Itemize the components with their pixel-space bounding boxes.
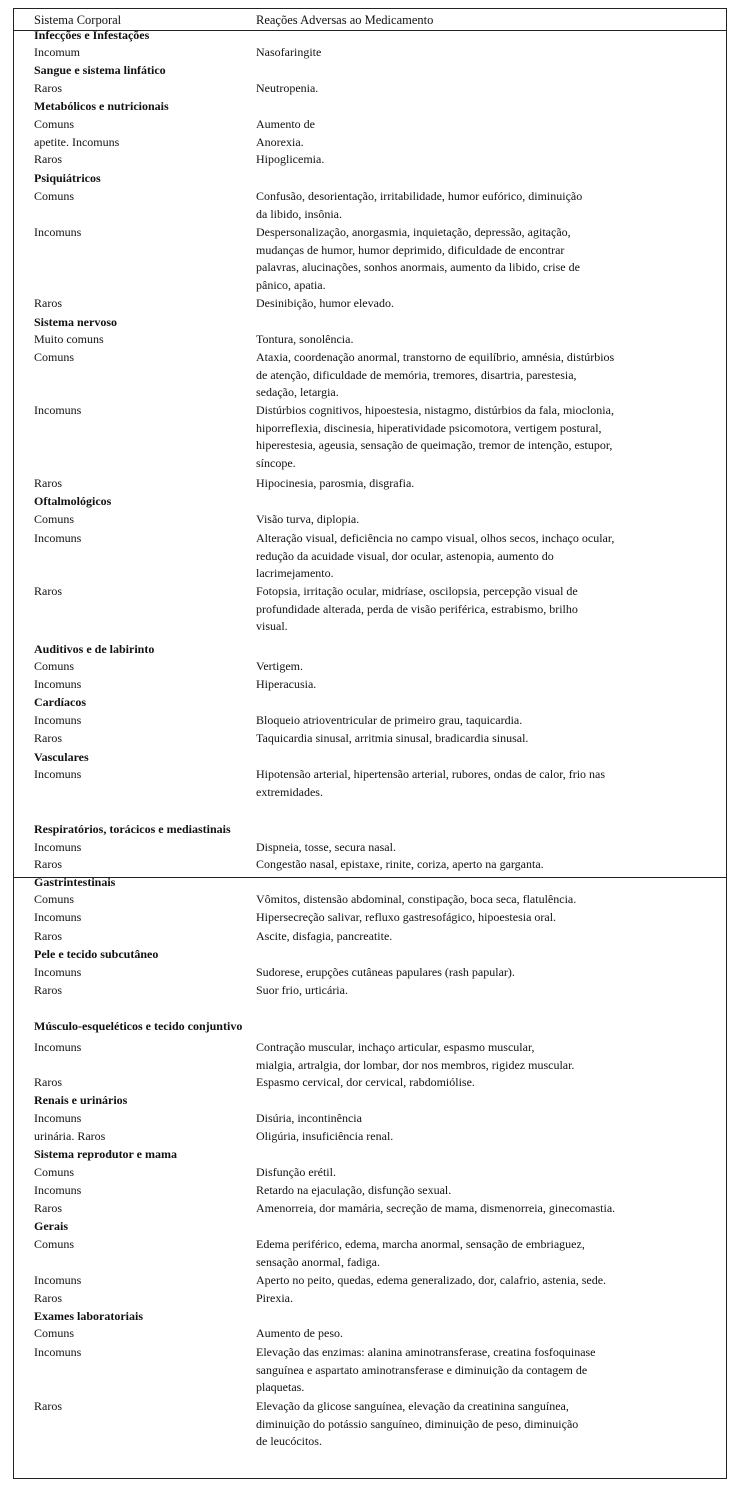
frequency-label: Raros (34, 1075, 62, 1089)
frequency-label: Comuns (34, 659, 75, 673)
adverse-reactions-cell (256, 1164, 706, 1182)
category-heading: Cardíacos (34, 695, 86, 709)
adverse-reactions-cell (256, 530, 706, 583)
reaction-text-line: Espasmo cervical, dor cervical, rabdomiólise. (256, 1075, 475, 1089)
reaction-text-line: Visão turva, diplopia. (256, 512, 360, 526)
adverse-reactions-cell (256, 730, 706, 748)
adverse-reactions-cell (256, 402, 706, 472)
reaction-text-line: Bloqueio atrioventricular de primeiro grau, taquicardia. (256, 713, 523, 727)
frequency-label: Raros (34, 1291, 62, 1305)
reaction-text-line: de leucócitos. (256, 1434, 322, 1448)
adverse-reactions-cell (256, 1344, 706, 1397)
reaction-text-line: Congestão nasal, epistaxe, rinite, coriza, aperto na garganta. (256, 857, 544, 871)
reaction-text-line: diminuição do potássio sanguíneo, diminuição de peso, diminuição (256, 1416, 579, 1431)
frequency-label: Comuns (34, 350, 75, 364)
frequency-label: Incomuns (34, 403, 82, 417)
adverse-reactions-cell (256, 909, 706, 927)
category-heading: Pele e tecido subcutâneo (34, 947, 159, 961)
reaction-text-line: Edema periférico, edema, marcha anormal, sensação de embriaguez, (256, 1237, 585, 1251)
adverse-reactions-cell (256, 964, 706, 982)
adverse-reactions-cell (256, 982, 706, 1000)
category-heading: Metabólicos e nutricionais (34, 99, 169, 113)
reaction-text-line: sensação anormal, fadiga. (256, 1254, 380, 1269)
adverse-reactions-cell (256, 891, 706, 909)
adverse-reactions-cell (256, 151, 706, 169)
adverse-reactions-cell (256, 1398, 706, 1451)
frequency-label: Incomuns (34, 1345, 82, 1359)
reaction-text-line: Confusão, desorientação, irritabilidade, humor eufórico, diminuição (256, 189, 583, 203)
category-heading: Oftalmológicos (34, 494, 112, 508)
adverse-reactions-cell (256, 1110, 706, 1128)
adverse-reactions-cell (256, 1325, 706, 1343)
reaction-text-line: Hiperacusia. (256, 677, 317, 691)
reaction-text-line: Nasofaringite (256, 45, 322, 59)
frequency-label: Incomuns (34, 965, 82, 979)
adverse-reactions-cell (256, 1290, 706, 1308)
reaction-text-line: visual. (256, 619, 288, 633)
frequency-label: Incomuns (34, 1183, 82, 1197)
frequency-label: Raros (34, 296, 62, 310)
adverse-reactions-cell (256, 80, 706, 98)
adverse-reactions-cell (256, 349, 706, 402)
adverse-reactions-cell (256, 856, 706, 874)
category-heading: Sistema nervoso (34, 315, 117, 329)
category-heading: Sangue e sistema linfático (34, 63, 166, 77)
reaction-text-line: Vômitos, distensão abdominal, constipação, boca seca, flatulência. (256, 892, 577, 906)
reaction-text-line: Hipotensão arterial, hipertensão arterial, rubores, ondas de calor, frio nas (256, 767, 606, 781)
reaction-text-line: Disúria, incontinência (256, 1111, 362, 1125)
category-heading: Psiquiátricos (34, 171, 101, 185)
reaction-text-line: Disfunção erétil. (256, 1165, 336, 1179)
frequency-label: Incomuns (34, 1111, 82, 1125)
adverse-reactions-cell (256, 1128, 706, 1146)
reaction-text-line: profundidade alterada, perda de visão periférica, estrabismo, brilho (256, 601, 578, 616)
frequency-label: Incomuns (34, 767, 82, 781)
category-heading: Infecções e Infestações (34, 28, 150, 42)
reaction-text-line: Ascite, disfagia, pancreatite. (256, 929, 393, 943)
reaction-text-line: Hipoglicemia. (256, 152, 325, 166)
adverse-reactions-cell (256, 44, 706, 62)
reaction-text-line: Amenorreia, dor mamária, secreção de mama, dismenorreia, ginecomastia. (256, 1201, 616, 1215)
reaction-text-line: Contração muscular, inchaço articular, espasmo muscular, (256, 1040, 535, 1054)
frequency-label: Incomuns (34, 677, 82, 691)
reaction-text-line: Hipersecreção salivar, refluxo gastresofágico, hipoestesia oral. (256, 910, 557, 924)
reaction-text-line: mialgia, artralgia, dor lombar, dor nos membros, rigidez muscular. (256, 1057, 575, 1072)
reaction-text-line: de atenção, dificuldade de memória, tremores, disartria, parestesia, (256, 367, 577, 382)
adverse-reactions-cell (256, 676, 706, 694)
reaction-text-line: Hipocinesia, parosmia, disgrafia. (256, 476, 415, 490)
reaction-text-line: pânico, apatia. (256, 277, 326, 292)
frequency-label: Muito comuns (34, 332, 104, 346)
adverse-reactions-cell (256, 1272, 706, 1290)
category-heading: Renais e urinários (34, 1093, 128, 1107)
frequency-label: Incomuns (34, 1273, 82, 1287)
frequency-label: Incomuns (34, 531, 82, 545)
reaction-text-line: Oligúria, insuficiência renal. (256, 1129, 394, 1143)
section-divider (13, 877, 727, 878)
reaction-text-line: Anorexia. (256, 135, 304, 149)
adverse-reactions-cell (256, 583, 706, 636)
frequency-label: Raros (34, 1201, 62, 1215)
reaction-text-line: Distúrbios cognitivos, hipoestesia, nistagmo, distúrbios da fala, mioclonia, (256, 403, 614, 417)
reaction-text-line: Elevação da glicose sanguínea, elevação da creatinina sanguínea, (256, 1399, 569, 1413)
reaction-text-line: Taquicardia sinusal, arritmia sinusal, bradicardia sinusal. (256, 731, 529, 745)
frequency-label: Comuns (34, 117, 75, 131)
frequency-label: Raros (34, 81, 62, 95)
reaction-text-line: da libido, insônia. (256, 206, 342, 221)
adverse-reactions-cell (256, 712, 706, 730)
reaction-text-line: Dispneia, tosse, secura nasal. (256, 840, 396, 854)
frequency-label: Comuns (34, 1326, 75, 1340)
reaction-text-line: sanguínea e aspartato aminotransferase e diminuição da contagem de (256, 1362, 588, 1377)
reaction-text-line: Sudorese, erupções cutâneas papulares (rash papular). (256, 965, 515, 979)
reaction-text-line: extremidades. (256, 784, 323, 799)
adverse-reactions-cell (256, 839, 706, 857)
adverse-reactions-cell (256, 295, 706, 313)
reaction-text-line: Aumento de peso. (256, 1326, 343, 1340)
adverse-reactions-cell (256, 224, 706, 294)
adverse-reactions-cell (256, 511, 706, 529)
reaction-text-line: Alteração visual, deficiência no campo visual, olhos secos, inchaço ocular, (256, 531, 615, 545)
header-col-body-system: Sistema Corporal (34, 13, 122, 27)
adverse-reactions-cell (256, 1236, 706, 1271)
adverse-reactions-cell (256, 658, 706, 676)
reaction-text-line: Fotopsia, irritação ocular, midríase, oscilopsia, percepção visual de (256, 584, 578, 598)
adverse-reactions-cell (256, 1182, 706, 1200)
frequency-label: Raros (34, 1399, 62, 1413)
frequency-label: Raros (34, 584, 62, 598)
reaction-text-line: Ataxia, coordenação anormal, transtorno de equilíbrio, amnésia, distúrbios (256, 350, 615, 364)
frequency-label: Comuns (34, 189, 75, 203)
category-heading: Respiratórios, torácicos e mediastinais (34, 822, 231, 836)
adverse-reactions-cell (256, 475, 706, 493)
frequency-label: Incomum (34, 45, 80, 59)
category-heading: Exames laboratoriais (34, 1309, 143, 1323)
category-heading: Músculo-esqueléticos e tecido conjuntivo (34, 1019, 243, 1033)
reaction-text-line: Aumento de (256, 117, 315, 131)
adverse-reactions-cell (256, 1200, 706, 1218)
adverse-reactions-cell (256, 188, 706, 223)
adverse-reactions-cell (256, 331, 706, 349)
reaction-text-line: Aperto no peito, quedas, edema generalizado, dor, calafrio, astenia, sede. (256, 1273, 607, 1287)
frequency-label: Raros (34, 857, 62, 871)
category-heading: Sistema reprodutor e mama (34, 1147, 177, 1161)
reaction-text-line: sedação, letargia. (256, 385, 339, 399)
reaction-text-line: Vertigem. (256, 659, 303, 673)
reaction-text-line: hiporreflexia, discinesia, hiperatividade psicomotora, vertigem postural, (256, 420, 602, 435)
reaction-text-line: Desinibição, humor elevado. (256, 296, 394, 310)
frequency-label: Raros (34, 983, 62, 997)
reaction-text-line: síncope. (256, 455, 296, 470)
category-heading: Gastrintestinais (34, 875, 116, 889)
frequency-label: Incomuns (34, 713, 82, 727)
frequency-label: Comuns (34, 1237, 75, 1251)
frequency-label: Raros (34, 476, 62, 490)
category-heading: Gerais (34, 1219, 68, 1233)
frequency-label: urinária. Raros (34, 1129, 106, 1143)
adverse-reactions-cell (256, 766, 706, 801)
frequency-label: Incomuns (34, 840, 82, 854)
frequency-label: Incomuns (34, 225, 82, 239)
adverse-reactions-cell (256, 1039, 706, 1074)
reaction-text-line: redução da acuidade visual, dor ocular, astenopia, aumento do (256, 548, 554, 563)
frequency-label: Comuns (34, 1165, 75, 1179)
adverse-reactions-cell (256, 928, 706, 946)
reaction-text-line: Suor frio, urticária. (256, 983, 348, 997)
reaction-text-line: mudanças de humor, humor deprimido, dificuldade de encontrar (256, 242, 565, 257)
reaction-text-line: lacrimejamento. (256, 566, 334, 580)
reaction-text-line: Tontura, sonolência. (256, 332, 354, 346)
frequency-label: Comuns (34, 512, 75, 526)
reaction-text-line: Neutropenia. (256, 81, 319, 95)
reaction-text-line: plaquetas. (256, 1380, 305, 1394)
frequency-label: Incomuns (34, 910, 82, 924)
category-heading: Vasculares (34, 750, 89, 764)
adverse-reactions-cell (256, 134, 706, 152)
header-col-adverse-reactions: Reações Adversas ao Medicamento (256, 13, 434, 27)
reaction-text-line: Despersonalização, anorgasmia, inquietação, depressão, agitação, (256, 225, 571, 239)
reaction-text-line: Retardo na ejaculação, disfunção sexual. (256, 1183, 452, 1197)
reaction-text-line: Elevação das enzimas: alanina aminotransferase, creatina fosfoquinase (256, 1345, 596, 1359)
adverse-reactions-cell (256, 1074, 706, 1092)
frequency-label: Comuns (34, 892, 75, 906)
frequency-label: Raros (34, 731, 62, 745)
frequency-label: Raros (34, 929, 62, 943)
frequency-label: apetite. Incomuns (34, 135, 120, 149)
category-heading: Auditivos e de labirinto (34, 642, 155, 656)
adverse-reactions-cell (256, 116, 706, 134)
reaction-text-line: palavras, alucinações, sonhos anormais, aumento da libido, crise de (256, 260, 580, 274)
frequency-label: Raros (34, 152, 62, 166)
reaction-text-line: Pirexia. (256, 1291, 293, 1305)
reaction-text-line: hiperestesia, ageusia, sensação de queimação, tremor de intenção, estupor, (256, 438, 613, 452)
frequency-label: Incomuns (34, 1040, 82, 1054)
